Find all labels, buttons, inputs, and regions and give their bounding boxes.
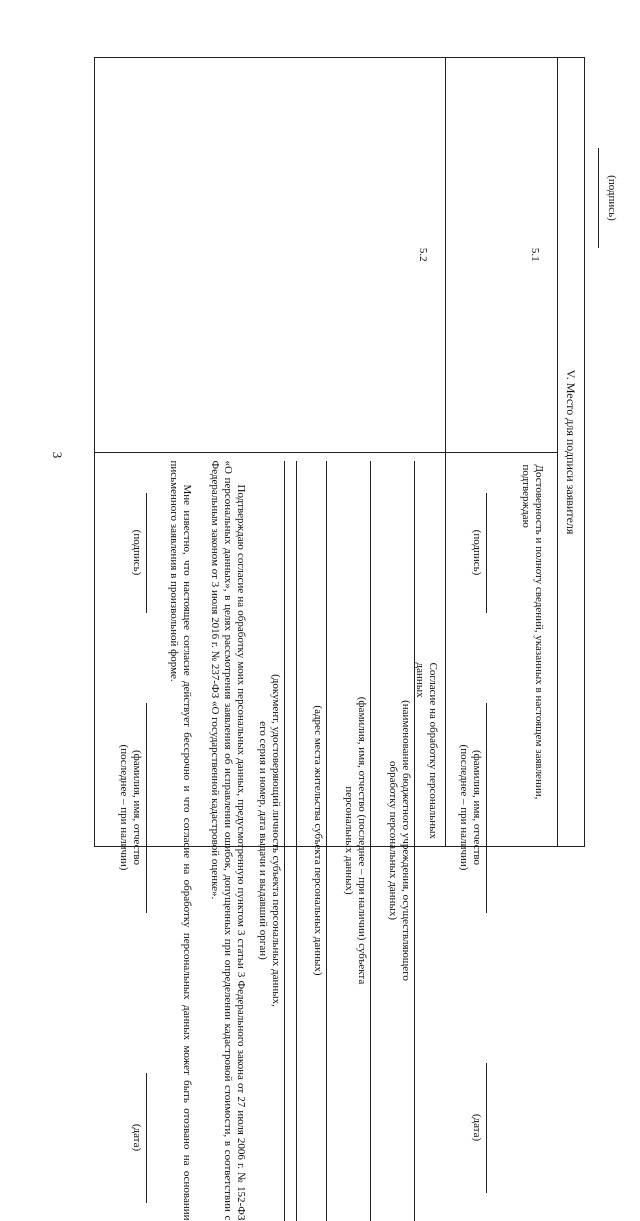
row-5-2-number-cell (95, 58, 446, 453)
row-5-1-name-label-2: (последнее – при наличии) (458, 744, 470, 871)
row-5-2-name-label-2: (последнее – при наличии) (118, 744, 130, 871)
row-5-2-number: 5.2 (417, 247, 429, 262)
row-5-1-date-line (486, 1063, 487, 1193)
row-5-2-name-line (146, 703, 147, 913)
row-5-1-name-line (486, 703, 487, 913)
row-5-1-date-label: (дата) (471, 1113, 483, 1142)
row-5-2-sign-line (146, 493, 147, 613)
row-5-2 (95, 58, 446, 847)
field-subject-name-label-1: (фамилия, имя, отчество (последнее – при наличии) субъекта (356, 696, 368, 985)
row-5-2-name-label-1: (фамилия, имя, отчество (131, 749, 143, 866)
row-5-1-sign-line (486, 493, 487, 613)
section-header-row (558, 58, 585, 847)
consent-paragraph-1: Подтверждаю согласие на обработку моих персональных данных, предусмотренную пунктом 3 статьи 3 Федерального закона от 27 июля 2006 г. № 152-ФЗ «О персональных данных», в целях рассмотрения заявления об исправлении ошибок, допущенных при определении кадастровой стоимости, в соответствии с Федеральным законом от 3 июля 2016 г. № 237-ФЗ «О государственной кадастровой оценке». (209, 460, 247, 1221)
row-5-1-number: 5.1 (529, 247, 541, 262)
row-5-2-heading: Согласие на обработку персональных данных (414, 662, 439, 840)
footer-signature (596, 148, 620, 248)
row-5-2-date-label: (дата) (131, 1123, 143, 1152)
field-subject-name-line (370, 461, 371, 1221)
page-number: 3 (50, 451, 65, 459)
row-5-2-date-line (146, 1073, 147, 1203)
field-subject-name-label-2: персональных данных) (343, 786, 355, 895)
field-institution-label-1: (наименование бюджетного учреждения, осуществляющего (400, 700, 412, 981)
field-document-label-1: (документ, удостоверяющий личность субъекта персональных данных, (270, 674, 282, 1007)
field-institution-line (414, 461, 415, 1221)
form-table (94, 57, 585, 1221)
row-5-1-content (446, 452, 558, 1142)
row-5-1-heading: Достоверность и полноту сведений, указанных в настоящем заявлении, подтверждаю (520, 464, 545, 800)
field-document-line-1 (296, 461, 297, 1221)
form-sheet (95, 57, 585, 1221)
footer-signature-label: (подпись) (606, 175, 618, 221)
footer-signature-line (598, 148, 599, 248)
field-address-label: (адрес места жительства субъекта персональных данных) (312, 705, 324, 976)
section-title: V. Место для подписи заявителя (558, 58, 585, 847)
row-5-1-number-cell (446, 58, 558, 453)
row-5-1-sign-label: (подпись) (471, 529, 483, 576)
field-document-label-2: его серия и номер, дата выдачи и выдавший орган) (257, 721, 269, 960)
row-5-1-name-label-1: (фамилия, имя, отчество (471, 749, 483, 866)
row-5-2-content (95, 452, 446, 1221)
field-address-line (326, 461, 327, 1221)
row-5-2-sign-label: (подпись) (131, 529, 143, 576)
field-document-line-2 (284, 461, 285, 1221)
form-sheet-wrapper (95, 57, 585, 1221)
field-institution-label-2: обработку персональных данных) (387, 760, 399, 921)
row-5-1 (446, 58, 558, 847)
consent-paragraph-2: Мне известно, что настоящее согласие действует бессрочно и что согласие на обработку персональных данных может быть отозвано на основании письменного заявления в произвольной форме. (168, 460, 193, 1221)
